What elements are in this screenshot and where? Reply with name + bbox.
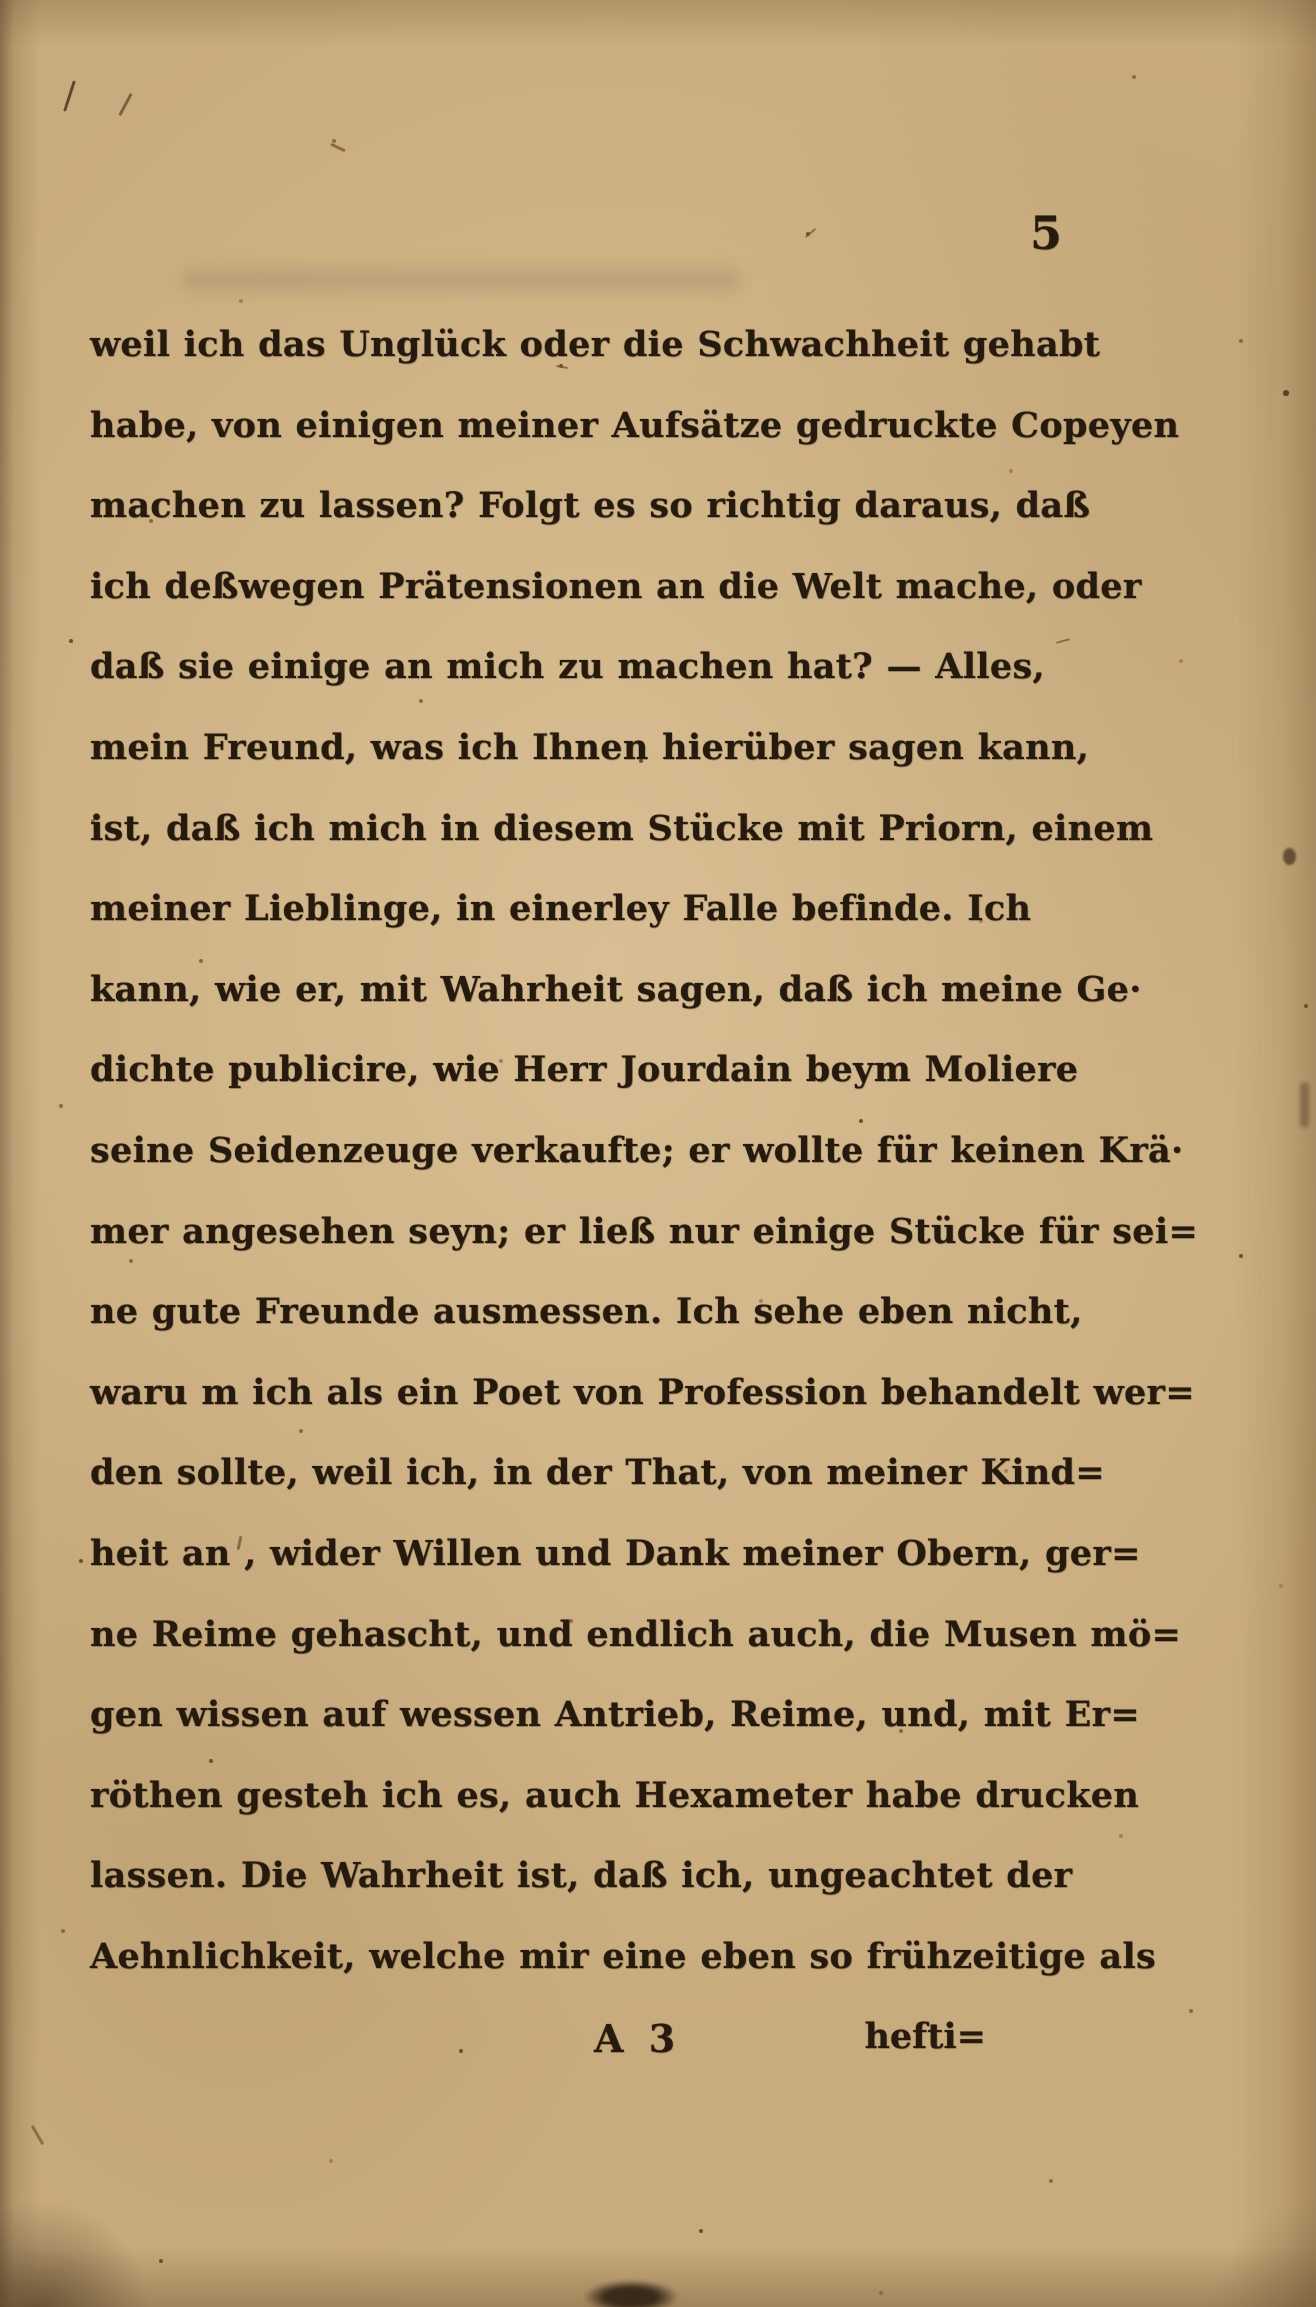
ink-showthrough-smear — [180, 268, 740, 292]
page-number: 5 — [1029, 206, 1062, 260]
signature-line — [0, 2016, 1316, 2096]
text-line: machen zu lassen? Folgt es so richtig daraus, daß — [90, 485, 1091, 527]
text-line: röthen gesteh ich es, auch Hexameter habe drucken — [90, 1774, 1140, 1816]
text-block — [90, 305, 1199, 1997]
catchword: hefti= — [864, 2016, 986, 2057]
text-line: meiner Lieblinge, in einerley Falle befinde. Ich — [90, 888, 1032, 930]
text-line: dichte publicire, wie Herr Jourdain beym Moliere — [90, 1049, 1079, 1091]
text-line: daß sie einige an mich zu machen hat? — Alles, — [90, 646, 1045, 688]
text-line: ich deßwegen Prätensionen an die Welt mache, oder — [90, 565, 1142, 607]
corner-shadow — [1210, 2200, 1316, 2307]
text-line: ne gute Freunde ausmessen. Ich sehe eben nicht, — [90, 1291, 1083, 1333]
text-line: ne Reime gehascht, und endlich auch, die Musen mö= — [90, 1613, 1182, 1655]
text-line: waru m ich als ein Poet von Profession behandelt wer= — [90, 1371, 1195, 1413]
text-line: mein Freund, was ich Ihnen hierüber sagen kann, — [90, 726, 1090, 768]
paper-fiber — [805, 228, 816, 238]
paper-fiber — [1056, 638, 1070, 644]
pen-mark — [31, 2125, 45, 2146]
text-line: Aehnlichkeit, welche mir eine eben so frühzeitige als — [90, 1935, 1157, 1977]
paper-fiber — [330, 143, 346, 152]
text-line: heit an , wider Willen und Dank meiner Obern, ger= — [90, 1532, 1141, 1574]
pen-mark — [118, 93, 132, 116]
text-line: lassen. Die Wahrheit ist, daß ich, ungeachtet der — [90, 1855, 1073, 1897]
pen-mark — [63, 80, 76, 111]
text-line: habe, von einigen meiner Aufsätze gedruckte Copeyen — [90, 404, 1180, 446]
ink-fleck — [1283, 848, 1296, 865]
signature-mark: A 3 — [594, 2016, 682, 2061]
paper-speckles — [0, 0, 2, 2]
text-line: gen wissen auf wessen Antrieb, Reime, und, mit Er= — [90, 1694, 1140, 1736]
corner-shadow — [0, 2200, 150, 2307]
text-line: weil ich das Unglück oder die Schwachheit gehabt — [90, 324, 1101, 365]
text-line: seine Seidenzeuge verkaufte; er wollte für keinen Krä· — [90, 1129, 1184, 1171]
text-line: ist, daß ich mich in diesem Stücke mit Priorn, einem — [90, 807, 1154, 849]
text-line: mer angesehen seyn; er ließ nur einige Stücke für sei= — [90, 1210, 1199, 1252]
text-line: den sollte, weil ich, in der That, von meiner Kind= — [90, 1452, 1105, 1494]
edge-stain — [1300, 1082, 1309, 1128]
text-line: kann, wie er, mit Wahrheit sagen, daß ich meine Ge· — [90, 968, 1142, 1010]
bottom-edge-stain — [583, 2280, 679, 2307]
